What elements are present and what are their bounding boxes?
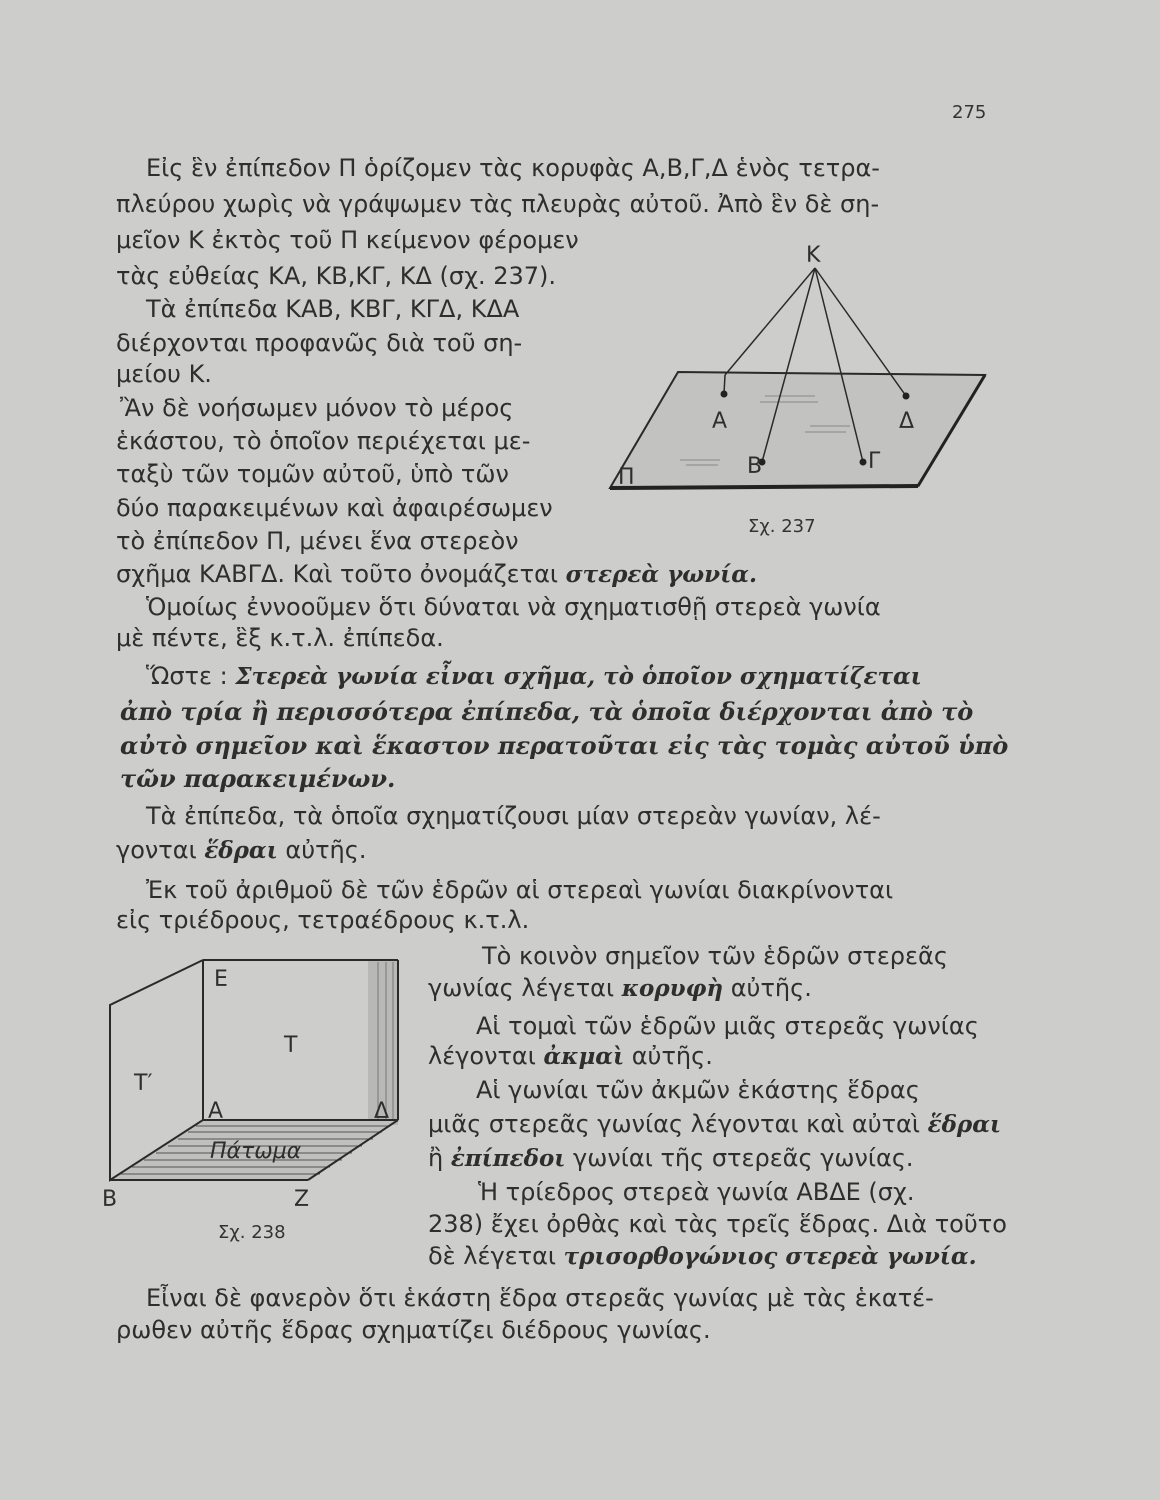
text-run: δὲ λέγεται bbox=[428, 1242, 564, 1270]
text-run: σχῆμα ΚΑΒΓΔ. Καὶ τοῦτο ὀνομάζεται bbox=[116, 560, 566, 588]
page-number: 275 bbox=[952, 102, 987, 123]
text-line: δύο παρακειμένων καὶ ἀφαιρέσωμεν bbox=[116, 494, 553, 522]
text-line bbox=[428, 1142, 914, 1175]
label-b: Β bbox=[747, 454, 763, 479]
text-line bbox=[428, 1108, 1001, 1141]
text-line: Αἱ γωνίαι τῶν ἀκμῶν ἑκάστης ἕδρας bbox=[476, 1076, 920, 1104]
text-line: μεῖον Κ ἐκτὸς τοῦ Π κείμενον φέρομεν bbox=[116, 226, 579, 254]
term-faces: ἕδραι bbox=[204, 837, 278, 864]
label-g: Γ bbox=[868, 449, 881, 474]
text-line bbox=[116, 834, 366, 867]
text-line: Αἱ τομαὶ τῶν ἑδρῶν μιᾶς στερεᾶς γωνίας bbox=[476, 1012, 979, 1040]
text-line: ταξὺ τῶν τομῶν αὐτοῦ, ὑπὸ τῶν bbox=[116, 460, 509, 488]
point-d bbox=[903, 393, 910, 400]
figure-237-caption: Σχ. 237 bbox=[748, 516, 816, 537]
text-line bbox=[428, 972, 812, 1005]
text-line: Εἶναι δὲ φανερὸν ὅτι ἑκάστη ἕδρα στερεᾶς γωνίας μὲ τὰς ἑκατέ- bbox=[146, 1284, 934, 1312]
text-line: τὸ ἐπίπεδον Π, μένει ἕνα στερεὸν bbox=[116, 527, 519, 555]
text-line: Τὰ ἐπίπεδα ΚΑΒ, ΚΒΓ, ΚΓΔ, ΚΔΑ bbox=[146, 295, 520, 323]
definition-text: Στερεὰ γωνία εἶναι σχῆμα, τὸ ὁποῖον σχηματίζεται bbox=[235, 663, 922, 690]
label-e: Ε bbox=[214, 967, 228, 992]
text-line: Ὁμοίως ἐννοοῦμεν ὅτι δύναται νὰ σχηματισθῇ στερεὰ γωνία bbox=[146, 593, 881, 621]
definition-line: τῶν παρακειμένων. bbox=[120, 764, 396, 793]
text-line: μείου Κ. bbox=[116, 360, 212, 388]
text-run: γονται bbox=[116, 836, 205, 864]
text-line: τὰς εὐθείας ΚΑ, ΚΒ,ΚΓ, ΚΔ (σχ. 237). bbox=[116, 262, 557, 290]
text-run: ἢ bbox=[428, 1144, 451, 1172]
text-line: ρωθεν αὐτῆς ἕδρας σχηματίζει διέδρους γωνίας. bbox=[116, 1316, 711, 1344]
text-run: μιᾶς στερεᾶς γωνίας λέγονται καὶ αὐταὶ bbox=[428, 1110, 928, 1138]
text-line: Ἡ τρίεδρος στερεὰ γωνία ΑΒΔΕ (σχ. bbox=[478, 1178, 915, 1206]
definition-line bbox=[146, 660, 922, 693]
term-plane-angles: ἐπίπεδοι bbox=[450, 1145, 566, 1172]
text-line: Τὸ κοινὸν σημεῖον τῶν ἑδρῶν στερεᾶς bbox=[482, 942, 948, 970]
text-line: Εἰς ἓν ἐπίπεδον Π ὁρίζομεν τὰς κορυφὰς Α,Β,Γ,Δ ἑνὸς τετρα- bbox=[146, 154, 880, 182]
label-t: Τ bbox=[284, 1033, 298, 1058]
text-run: Ὥστε : bbox=[146, 662, 236, 690]
label-a: Α bbox=[712, 409, 728, 434]
label-a: Α bbox=[208, 1099, 224, 1124]
figure-238-caption: Σχ. 238 bbox=[218, 1222, 286, 1243]
text-line bbox=[428, 1240, 977, 1273]
text-run: γωνίαι τῆς στερεᾶς γωνίας. bbox=[565, 1144, 914, 1172]
label-d: Δ bbox=[374, 1099, 390, 1124]
figure-238 bbox=[98, 950, 418, 1212]
text-run: γωνίας λέγεται bbox=[428, 974, 622, 1002]
label-b: Β bbox=[102, 1187, 118, 1212]
term-solid-angle: στερεὰ γωνία. bbox=[565, 561, 757, 588]
point-g bbox=[860, 459, 867, 466]
text-line: διέρχονται προφανῶς διὰ τοῦ ση- bbox=[116, 329, 523, 357]
text-run: αὐτῆς. bbox=[624, 1042, 713, 1070]
term-trirectangular: τρισορθογώνιος στερεὰ γωνία. bbox=[563, 1243, 977, 1270]
label-d: Δ bbox=[899, 409, 915, 434]
label-t-prime: Τ′ bbox=[134, 1071, 153, 1096]
term-edges: ἀκμαὶ bbox=[543, 1043, 625, 1070]
text-run: αὐτῆς. bbox=[723, 974, 812, 1002]
definition-line: ἀπὸ τρία ἢ περισσότερα ἐπίπεδα, τὰ ὁποῖα διέρχονται ἀπὸ τὸ bbox=[120, 697, 974, 726]
text-line: Ἐκ τοῦ ἀριθμοῦ δὲ τῶν ἑδρῶν αἱ στερεαὶ γωνίαι διακρίνονται bbox=[146, 876, 894, 904]
text-line: ἑκάστου, τὸ ὁποῖον περιέχεται με- bbox=[116, 427, 531, 455]
point-a bbox=[721, 391, 728, 398]
term-vertex: κορυφὴ bbox=[621, 975, 724, 1002]
text-line: πλεύρου χωρὶς νὰ γράψωμεν τὰς πλευρὰς αὐτοῦ. Ἀπὸ ἓν δὲ ση- bbox=[116, 190, 880, 218]
label-k: Κ bbox=[806, 243, 821, 268]
text-line: μὲ πέντε, ἓξ κ.τ.λ. ἐπίπεδα. bbox=[116, 624, 444, 652]
text-line: εἰς τριέδρους, τετραέδρους κ.τ.λ. bbox=[116, 906, 530, 934]
term-faces: ἕδραι bbox=[927, 1111, 1002, 1138]
text-run: αὐτῆς. bbox=[277, 836, 367, 864]
text-line: Τὰ ἐπίπεδα, τὰ ὁποῖα σχηματίζουσι μίαν στερεὰν γωνίαν, λέ- bbox=[146, 802, 881, 830]
text-line bbox=[116, 558, 757, 591]
text-run: λέγονται bbox=[428, 1042, 544, 1070]
text-line: Ἂν δὲ νοήσωμεν μόνον τὸ μέρος bbox=[120, 394, 514, 422]
text-line bbox=[428, 1040, 713, 1073]
label-floor: Πάτωμα bbox=[210, 1139, 302, 1164]
definition-line: αὐτὸ σημεῖον καὶ ἕκαστον περατοῦται εἰς τὰς τομὰς αὐτοῦ ὑπὸ bbox=[120, 731, 1009, 760]
label-pi: Π bbox=[618, 465, 635, 490]
figure-237 bbox=[600, 240, 1000, 560]
text-line: 238) ἔχει ὀρθὰς καὶ τὰς τρεῖς ἕδρας. Διὰ τοῦτο bbox=[428, 1210, 1007, 1238]
label-z: Ζ bbox=[294, 1187, 310, 1212]
edge-ka bbox=[725, 268, 815, 375]
